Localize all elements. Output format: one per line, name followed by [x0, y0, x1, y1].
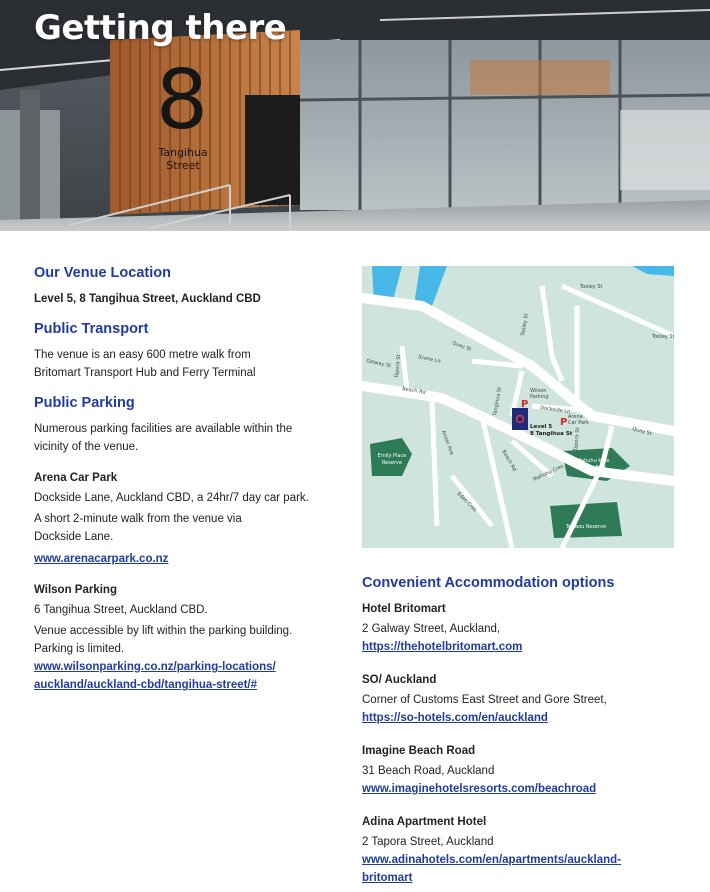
wilson-parking-line3: Parking is limited.: [34, 643, 125, 655]
map-drawing: [362, 266, 674, 548]
hotel-entry: [362, 813, 674, 887]
hotel-address: Corner of Customs East Street and Gore Street,: [362, 694, 607, 706]
hotel-link-continued[interactable]: britomart: [362, 872, 413, 884]
hotel-link[interactable]: www.adinahotels.com/en/apartments/auckland-: [362, 854, 622, 866]
arena-map-label: Car Park: [568, 420, 590, 426]
hotel-address: 2 Galway Street, Auckland,: [362, 623, 501, 635]
wilson-parking-icon: P: [521, 399, 529, 410]
wilson-parking-name: Wilson Parking: [34, 584, 117, 596]
building-sign-line1: Tangihua: [158, 146, 208, 159]
water-area: [632, 266, 674, 276]
arena-carpark-line2: A short 2-minute walk from the venue via: [34, 513, 242, 525]
street-label: Tooley St: [520, 313, 530, 337]
park-label: Te Taou Reserve: [565, 524, 607, 530]
arena-map-label: Arena: [568, 414, 583, 420]
hero-banner: [0, 0, 710, 231]
map-minor-roads: [402, 286, 674, 548]
park-label: Emily Place: [377, 453, 407, 459]
parking-line1: Numerous parking facilities are available within the: [34, 423, 293, 435]
hotel-link[interactable]: https://so-hotels.com/en/auckland: [362, 712, 548, 724]
park-te-taou: [550, 502, 622, 538]
hotel-address: 31 Beach Road, Auckland: [362, 765, 495, 777]
venue-map-label-line1: Level 5: [530, 424, 553, 430]
street-label: Mahuhu Cres: [532, 463, 565, 483]
street-label: Beach Rd: [401, 386, 427, 397]
wilson-parking-link-line1[interactable]: www.wilsonparking.co.nz/parking-locations/: [34, 661, 276, 673]
street-label: Quay St: [631, 426, 653, 438]
accommodation-heading: Convenient Accommodation options: [362, 575, 615, 591]
street-label: Anzac Ave: [440, 429, 455, 456]
arena-carpark-line3: Dockside Lane.: [34, 531, 114, 543]
right-column: [362, 266, 674, 887]
arena-carpark-link[interactable]: www.arenacarpark.co.nz: [34, 553, 169, 565]
park-label: Reserve: [381, 460, 403, 466]
street-label: Beach Rd: [500, 449, 518, 473]
venue-marker: [512, 408, 528, 430]
arena-carpark-name: Arena Car Park: [34, 472, 118, 484]
street-label: Tapora St: [394, 354, 403, 379]
street-label: Tooley St: [580, 284, 603, 290]
street-label: Eden Cres: [455, 491, 478, 514]
hotel-link[interactable]: https://thehotelbritomart.com: [362, 641, 523, 653]
building-number-glyph: 8: [155, 53, 209, 148]
transport-line2: Britomart Transport Hub and Ferry Terminal: [34, 367, 256, 379]
hotel-name: SO/ Auckland: [362, 674, 437, 686]
hotel-address: 2 Tapora Street, Auckland: [362, 836, 494, 848]
venue-map-label-line2: 8 Tangihua St: [530, 431, 573, 437]
venue-address: Level 5, 8 Tangihua Street, Auckland CBD: [34, 293, 261, 305]
parking-heading: Public Parking: [34, 395, 135, 411]
transport-heading: Public Transport: [34, 321, 149, 337]
wilson-parking-link-line2[interactable]: auckland/auckland-cbd/tangihua-street/#: [34, 679, 258, 691]
arena-parking-icon: P: [560, 417, 568, 428]
wilson-parking-line2: Venue accessible by lift within the parking building.: [34, 625, 293, 637]
venue-heading: Our Venue Location: [34, 265, 171, 281]
street-label: Dockside Ln: [539, 405, 571, 416]
hotel-name: Adina Apartment Hotel: [362, 816, 487, 828]
wilson-parking-line1: 6 Tangihua Street, Auckland CBD.: [34, 604, 208, 616]
wilson-map-label: Parking: [530, 394, 549, 400]
transport-line1: The venue is an easy 600 metre walk from: [34, 349, 251, 361]
water-area: [414, 266, 447, 306]
street-label: Galway St: [365, 358, 392, 370]
hotel-entry: [362, 600, 674, 656]
hotel-entry: [362, 742, 674, 798]
page-title: Getting there: [34, 8, 287, 48]
street-label: Tangihua St: [492, 386, 504, 417]
hotel-link[interactable]: www.imaginehotelsresorts.com/beachroad: [362, 783, 597, 795]
park-label: Mahuhu ki te: [576, 458, 610, 464]
street-label: Scene Ln: [417, 354, 442, 365]
left-column: [34, 264, 339, 694]
arena-carpark-line1: Dockside Lane, Auckland CBD, a 24hr/7 day car park.: [34, 492, 309, 504]
park-label: Rangi Park: [579, 465, 607, 471]
street-label: Tooley St: [652, 334, 674, 340]
hotel-entry: [362, 671, 674, 727]
street-label: Tapora St: [573, 427, 582, 452]
parking-line2: vicinity of the venue.: [34, 441, 139, 453]
street-label: Quay St: [451, 340, 473, 353]
wilson-map-label: Wilson: [530, 388, 547, 394]
hotel-name: Hotel Britomart: [362, 603, 446, 615]
location-map: [362, 266, 674, 548]
building-sign-line2: Street: [166, 159, 200, 172]
hotel-name: Imagine Beach Road: [362, 745, 476, 757]
